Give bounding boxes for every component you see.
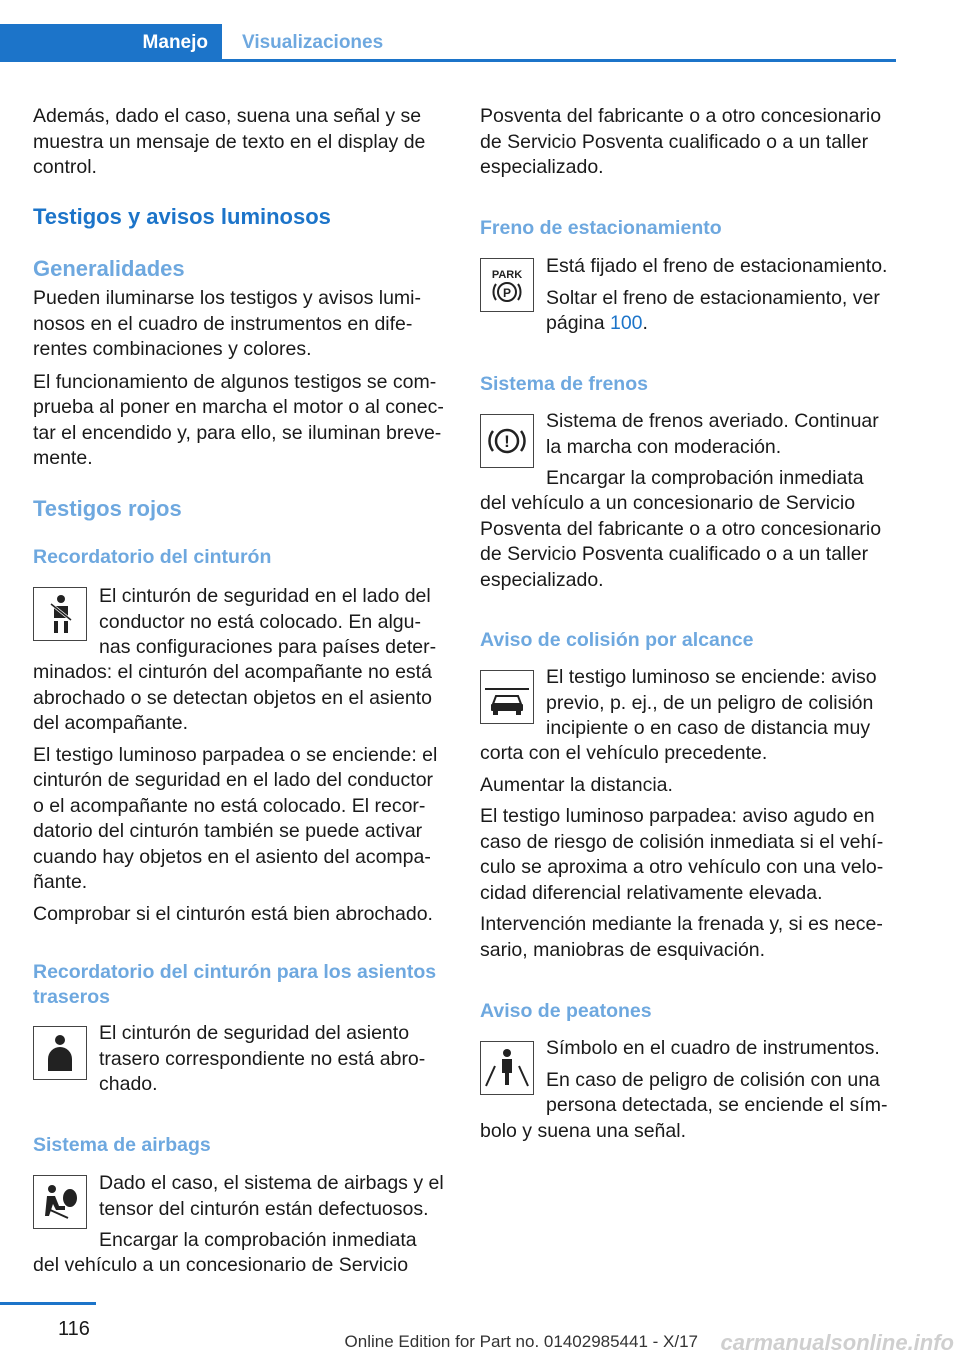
airbags-paragraph-2b: del vehículo a un concesionario de Servicio xyxy=(33,1254,409,1276)
frenos-paragraph-2b: del vehículo a un concesionario de Servicio Posventa del fabricante o a otro concesionario de Servicio Posventa cualificado o a un taller especializado. xyxy=(480,492,882,591)
heading-recordatorio-traseros: Recordatorio del cinturón para los asientos traseros xyxy=(33,961,437,1008)
heading-aviso-colision: Aviso de colisión por alcance xyxy=(480,629,754,651)
freno-paragraph-2: Soltar el freno de estacionamiento, ver xyxy=(546,286,880,309)
airbag-warning-icon xyxy=(33,1175,87,1229)
header-tab-manejo xyxy=(0,24,222,62)
intro-paragraph: Además, dado el caso, suena una señal y se muestra un mensaje de texto en el display de control. xyxy=(33,105,426,178)
traseros-paragraph: El cinturón de seguridad del asiento trasero correspondiente no está abro- chado. xyxy=(99,1022,426,1095)
freno-paragraph-3 xyxy=(546,311,906,337)
page-link-100[interactable]: 100 xyxy=(609,312,643,334)
colision-paragraph-3: El testigo luminoso parpadea: aviso agudo en caso de riesgo de colisión inmediata si el vehí- culo se aproxima a otro vehículo con una velo- cidad diferencial relativamente elevada. xyxy=(480,805,884,904)
heading-aviso-peatones: Aviso de peatones xyxy=(480,1000,652,1022)
continuation-paragraph: Posventa del fabricante o a otro concesionario de Servicio Posventa cualificado o a un taller especializado. xyxy=(480,105,882,178)
heading-testigos: Testigos y avisos luminosos xyxy=(33,204,331,229)
colision-paragraph-2: Aumentar la distancia. xyxy=(480,773,673,796)
frenos-paragraph-1: Sistema de frenos averiado. Continuar la marcha con moderación. xyxy=(546,410,879,458)
heading-sistema-airbags: Sistema de airbags xyxy=(33,1134,211,1156)
heading-generalidades: Generalidades xyxy=(33,256,185,281)
heading-recordatorio-cinturon: Recordatorio del cinturón xyxy=(33,546,272,568)
watermark: carmanualsonline.info xyxy=(720,1330,954,1355)
airbags-paragraph-2a: Encargar la comprobación inmediata xyxy=(99,1229,417,1251)
parking-brake-icon xyxy=(480,258,534,312)
generalidades-paragraph-2: El funcionamiento de algunos testigos se com- prueba al poner en marcha el motor o al conec- tar el encendido y, para ello, se iluminan breve- mente. xyxy=(33,370,444,469)
header-tab-manejo-label: Manejo xyxy=(142,32,208,53)
frenos-paragraph-2a: Encargar la comprobación inmediata xyxy=(546,467,864,489)
park-label: PARK xyxy=(491,269,523,281)
rear-seatbelt-icon xyxy=(33,1026,87,1080)
peatones-paragraph-2b: bolo y suena una señal. xyxy=(480,1120,686,1142)
generalidades-paragraph-1: Pueden iluminarse los testigos y avisos lumi- nosos en el cuadro de instrumentos en dife- rentes combinaciones y colores. xyxy=(33,287,422,360)
seatbelt-warning-icon xyxy=(33,587,87,641)
peatones-paragraph-2a: En caso de peligro de colisión con una persona detectada, se enciende el sím- xyxy=(546,1068,888,1116)
cinturon-paragraph-1a: El cinturón de seguridad en el lado del conductor no está colocado. En algu- nas configuraciones para países deter- xyxy=(99,585,437,658)
brake-exclamation-symbol: ! xyxy=(504,432,510,451)
peatones-paragraph-1: Símbolo en el cuadro de instrumentos. xyxy=(546,1037,880,1059)
freno-paragraph-1: Está fijado el freno de estacionamiento. xyxy=(546,255,888,277)
left-column xyxy=(33,104,453,181)
park-p-symbol: P xyxy=(502,286,512,300)
cinturon-paragraph-3: Comprobar si el cinturón está bien abrochado. xyxy=(33,902,433,925)
collision-warning-icon xyxy=(480,670,534,724)
header-tab-visualizaciones xyxy=(222,24,896,62)
freno-page-prefix: página xyxy=(546,312,610,334)
cinturon-paragraph-2: El testigo luminoso parpadea o se enciende: el cinturón de seguridad en el lado del conductor o el acompañante no está colocado. El recor- datorio del cinturón también se puede activar cuando hay objetos en el asiento del acompa- ñante. xyxy=(33,743,438,893)
brake-system-warning-icon xyxy=(480,414,534,468)
heading-sistema-frenos: Sistema de frenos xyxy=(480,373,648,395)
cinturon-paragraph-1b: minados: el cinturón del acompañante no está abrochado o se detectan objetos en el asiento del acompañante. xyxy=(33,661,432,734)
heading-testigos-rojos: Testigos rojos xyxy=(33,496,182,521)
colision-paragraph-4: Intervención mediante la frenada y, si es nece- sario, maniobras de esquivación. xyxy=(480,913,883,961)
colision-paragraph-1a: El testigo luminoso se enciende: aviso previo, p. ej., de un peligro de colisión incipiente o en caso de distancia muy xyxy=(546,666,877,739)
page-number: 116 xyxy=(58,1318,90,1340)
footer-rule xyxy=(0,1302,96,1305)
header-tab-visualizaciones-label: Visualizaciones xyxy=(242,32,384,53)
header-rule xyxy=(222,59,896,62)
edition-note: Online Edition for Part no. 01402985441 - X/17 xyxy=(344,1332,698,1351)
heading-freno-estacionamiento: Freno de estacionamiento xyxy=(480,217,722,239)
airbags-paragraph-1: Dado el caso, el sistema de airbags y el tensor del cinturón están defectuosos. xyxy=(99,1172,444,1220)
freno-page-suffix: . xyxy=(642,312,648,334)
colision-paragraph-1b: corta con el vehículo precedente. xyxy=(480,742,768,764)
pedestrian-warning-icon xyxy=(480,1041,534,1095)
